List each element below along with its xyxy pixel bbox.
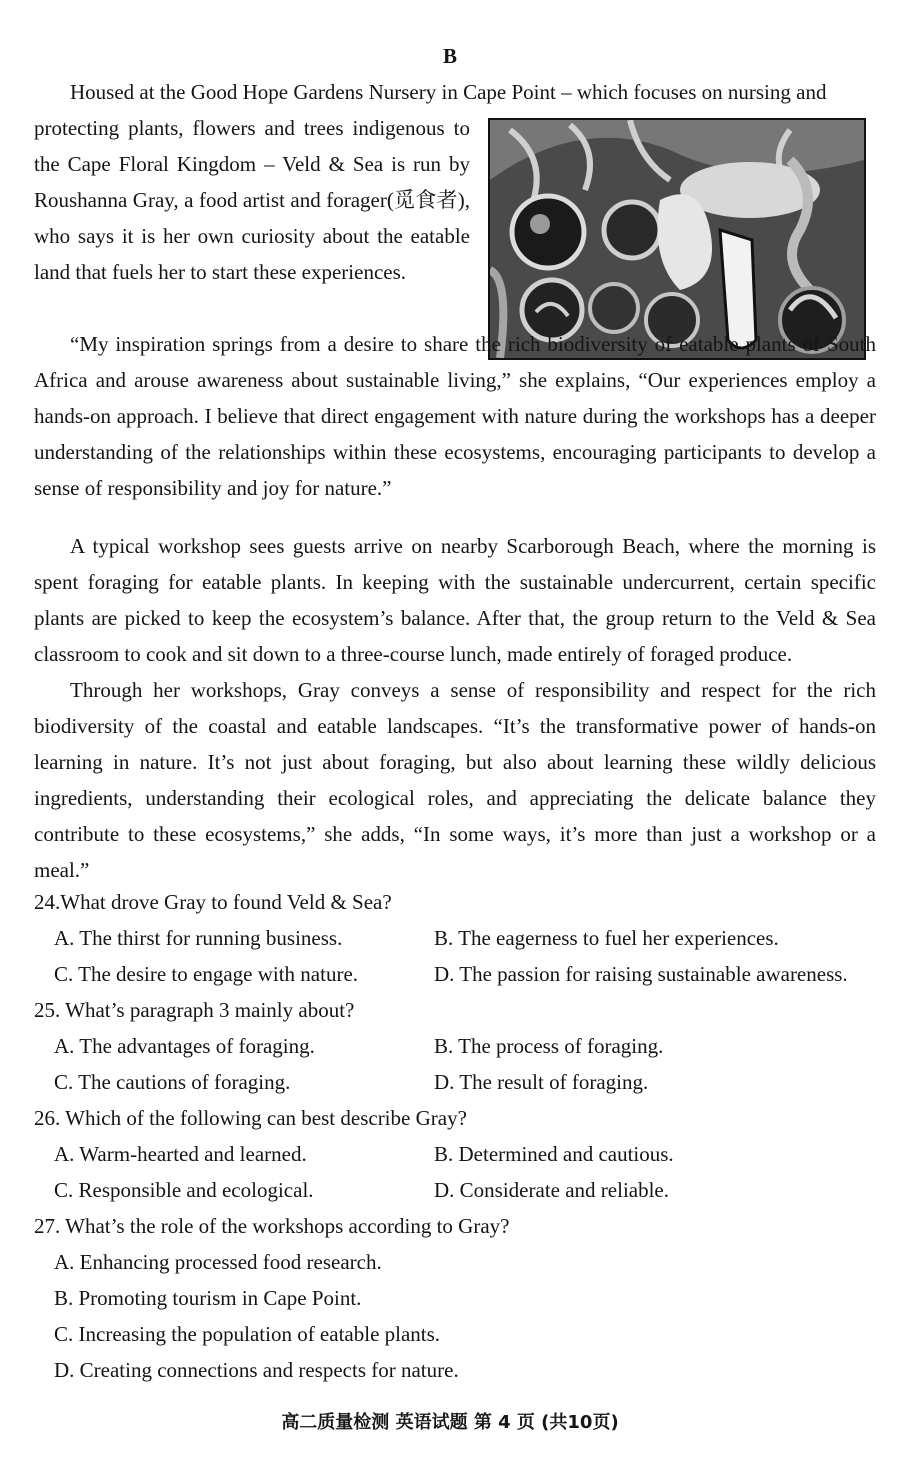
question-25-options-row-1	[34, 1028, 884, 1064]
paragraph-1-first-line: Housed at the Good Hope Gardens Nursery in Cape Point – which focuses on nursing and	[70, 80, 827, 104]
question-25-stem: 25. What’s paragraph 3 mainly about?	[34, 998, 355, 1022]
question-27-option-c[interactable]: C. Increasing the population of eatable plants.	[54, 1322, 441, 1346]
question-24-option-c[interactable]: C. The desire to engage with nature.	[54, 962, 359, 986]
paragraph-3: A typical workshop sees guests arrive on nearby Scarborough Beach, where the morning is spent foraging for eatable plants. In keeping with the sustainable undercurrent, certain specific plants are picked to keep the ecosystem’s balance. After that, the group return to the Veld & Sea classroom to cook and sit down to a three-course lunch, made entirely of foraged produce.	[34, 534, 876, 666]
question-26-option-b[interactable]: B. Determined and cautious.	[434, 1142, 674, 1166]
question-27-option-a[interactable]: A. Enhancing processed food research.	[54, 1250, 382, 1274]
question-25-option-d[interactable]: D. The result of foraging.	[434, 1070, 649, 1094]
question-26-option-a[interactable]: A. Warm-hearted and learned.	[54, 1142, 307, 1166]
question-26-options-row-2	[34, 1172, 884, 1208]
question-24-stem: 24.What drove Gray to found Veld & Sea?	[34, 890, 392, 914]
question-24-option-a[interactable]: A. The thirst for running business.	[54, 926, 343, 950]
question-24-options-row-1	[34, 920, 884, 956]
question-26-option-c[interactable]: C. Responsible and ecological.	[54, 1178, 314, 1202]
question-25-option-b[interactable]: B. The process of foraging.	[434, 1034, 664, 1058]
question-list	[34, 884, 884, 1388]
question-26-options-row-1	[34, 1136, 884, 1172]
food-photo-illustration	[490, 120, 864, 358]
question-24-option-b[interactable]: B. The eagerness to fuel her experiences.	[434, 926, 779, 950]
food-photo	[488, 118, 866, 360]
paragraph-4: Through her workshops, Gray conveys a sense of responsibility and respect for the rich biodiversity of the coastal and eatable landscapes. “It’s the transformative power of hands-on learning in nature. It’s not just about foraging, but also about learning these wildly delicious ingredients, understanding their ecological roles, and appreciating the delicate balance they contribute to these ecosystems,” she adds, “In some ways, it’s more than just a workshop or a meal.”	[34, 678, 876, 882]
paragraph-2: “My inspiration springs from a desire to share the rich biodiversity of eatable plants of South Africa and arouse awareness about sustainable living,” she explains, “Our experiences employ a hands-on approach. I believe that direct engagement with nature during the workshops has a deeper understanding of the relationships within these ecosystems, encouraging participants to develop a sense of responsibility and joy for nature.”	[34, 332, 876, 500]
question-25-option-c[interactable]: C. The cautions of foraging.	[54, 1070, 291, 1094]
question-26-stem: 26. Which of the following can best describe Gray?	[34, 1106, 467, 1130]
question-27-stem: 27. What’s the role of the workshops according to Gray?	[34, 1214, 510, 1238]
question-27-option-d[interactable]: D. Creating connections and respects for nature.	[54, 1358, 459, 1382]
page-footer: 高二质量检测 英语试题 第 4 页 (共10页)	[281, 1412, 619, 1433]
question-25-option-a[interactable]: A. The advantages of foraging.	[54, 1034, 315, 1058]
question-27-option-b[interactable]: B. Promoting tourism in Cape Point.	[54, 1286, 362, 1310]
paragraph-1-body: protecting plants, flowers and trees indigenous to the Cape Floral Kingdom – Veld & Sea is run by Roushanna Gray, a food artist and forager(觅食者), who says it is her own curiosity about the eatable land that fuels her to start these experiences.	[34, 116, 470, 284]
question-26-option-d[interactable]: D. Considerate and reliable.	[434, 1178, 669, 1202]
question-25-options-row-2	[34, 1064, 884, 1100]
section-letter: B	[442, 44, 457, 68]
question-24-option-d[interactable]: D. The passion for raising sustainable awareness.	[434, 962, 848, 986]
question-24-options-row-2	[34, 956, 884, 992]
